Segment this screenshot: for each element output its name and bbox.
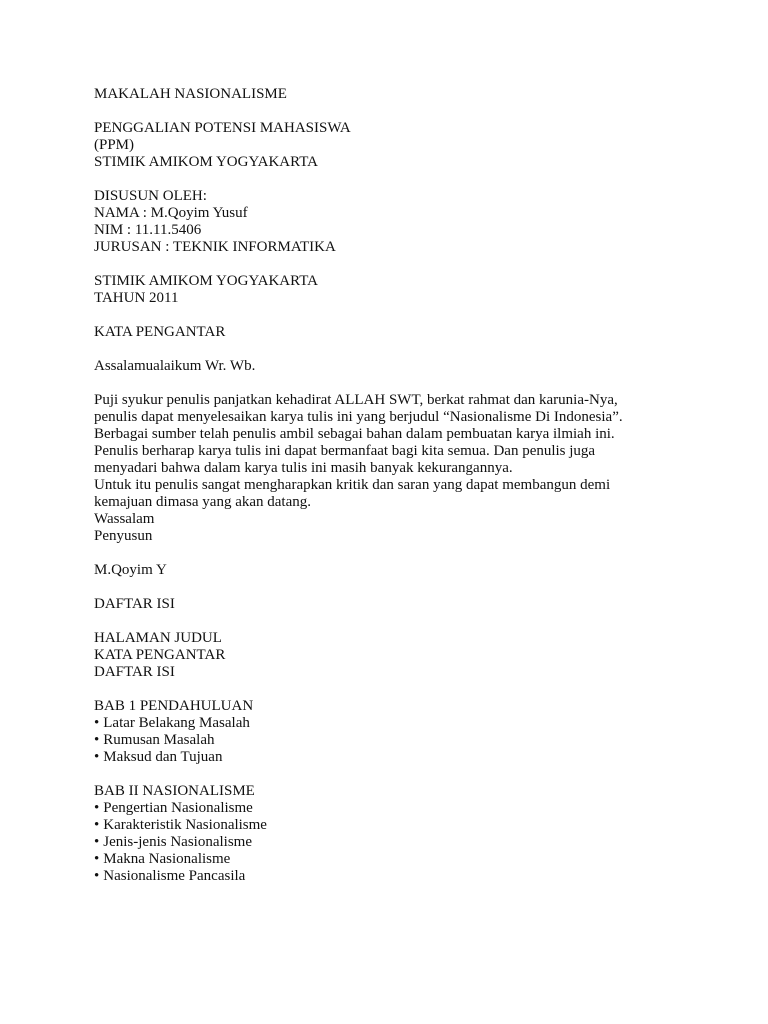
toc-list-item: • Latar Belakang Masalah xyxy=(94,715,694,732)
document-title: MAKALAH NASIONALISME xyxy=(94,86,287,102)
institution-name: STIMIK AMIKOM YOGYAKARTA xyxy=(94,273,319,289)
author-name: NAMA : M.Qoyim Yusuf xyxy=(94,205,248,221)
program-line-2: (PPM) xyxy=(94,137,135,153)
foreword-line: Penulis berharap karya tulis ini dapat bermanfaat bagi kita semua. Dan penulis juga xyxy=(94,443,596,459)
foreword-greeting: Assalamualaikum Wr. Wb. xyxy=(94,358,256,374)
toc-front-item: HALAMAN JUDUL xyxy=(94,630,222,646)
toc-list-item: • Maksud dan Tujuan xyxy=(94,749,694,766)
foreword-heading: KATA PENGANTAR xyxy=(94,324,226,340)
toc-list-item: • Jenis-jenis Nasionalisme xyxy=(94,834,694,851)
foreword-signature: M.Qoyim Y xyxy=(94,562,167,578)
foreword-line: kemajuan dimasa yang akan datang. xyxy=(94,494,312,510)
program-line-3: STIMIK AMIKOM YOGYAKARTA xyxy=(94,154,319,170)
spacer xyxy=(94,307,694,324)
spacer xyxy=(94,341,694,358)
institution-block xyxy=(94,273,694,307)
institution-year: TAHUN 2011 xyxy=(94,290,179,306)
foreword-author-label: Penyusun xyxy=(94,528,153,544)
toc-list-item: • Makna Nasionalisme xyxy=(94,851,694,868)
author-jurusan: JURUSAN : TEKNIK INFORMATIKA xyxy=(94,239,336,255)
foreword-line: Berbagai sumber telah penulis ambil sebagai bahan dalam pembuatan karya ilmiah ini. xyxy=(94,426,615,442)
foreword-closing: Wassalam xyxy=(94,511,155,527)
spacer xyxy=(94,613,694,630)
toc-front-item: KATA PENGANTAR xyxy=(94,647,226,663)
toc-front-item: DAFTAR ISI xyxy=(94,664,175,680)
toc-chapter-items xyxy=(94,800,694,885)
toc-list-item: • Pengertian Nasionalisme xyxy=(94,800,694,817)
toc-list-item: • Karakteristik Nasionalisme xyxy=(94,817,694,834)
spacer xyxy=(94,103,694,120)
spacer xyxy=(94,681,694,698)
spacer xyxy=(94,375,694,392)
foreword-section xyxy=(94,324,694,579)
foreword-line: menyadari bahwa dalam karya tulis ini masih banyak kekurangannya. xyxy=(94,460,513,476)
spacer xyxy=(94,256,694,273)
spacer xyxy=(94,171,694,188)
toc-list-item: • Nasionalisme Pancasila xyxy=(94,868,694,885)
toc-chapter-title: BAB II NASIONALISME xyxy=(94,783,255,799)
program-block xyxy=(94,120,694,171)
toc-list-item: • Rumusan Masalah xyxy=(94,732,694,749)
toc-heading: DAFTAR ISI xyxy=(94,596,175,612)
document-page xyxy=(94,86,694,885)
author-nim: NIM : 11.11.5406 xyxy=(94,222,202,238)
spacer xyxy=(94,545,694,562)
spacer xyxy=(94,579,694,596)
foreword-paragraph xyxy=(94,392,694,545)
toc-chapter-items xyxy=(94,715,694,766)
spacer xyxy=(94,766,694,783)
foreword-line: Untuk itu penulis sangat mengharapkan kritik dan saran yang dapat membangun demi xyxy=(94,477,611,493)
toc-chapter-title: BAB 1 PENDAHULUAN xyxy=(94,698,254,714)
author-block xyxy=(94,188,694,256)
author-heading: DISUSUN OLEH: xyxy=(94,188,207,204)
table-of-contents xyxy=(94,596,694,885)
foreword-line: Puji syukur penulis panjatkan kehadirat ALLAH SWT, berkat rahmat dan karunia-Nya, xyxy=(94,392,618,408)
foreword-line: penulis dapat menyelesaikan karya tulis ini yang berjudul “Nasionalisme Di Indonesia”. xyxy=(94,409,623,425)
program-line-1: PENGGALIAN POTENSI MAHASISWA xyxy=(94,120,351,136)
